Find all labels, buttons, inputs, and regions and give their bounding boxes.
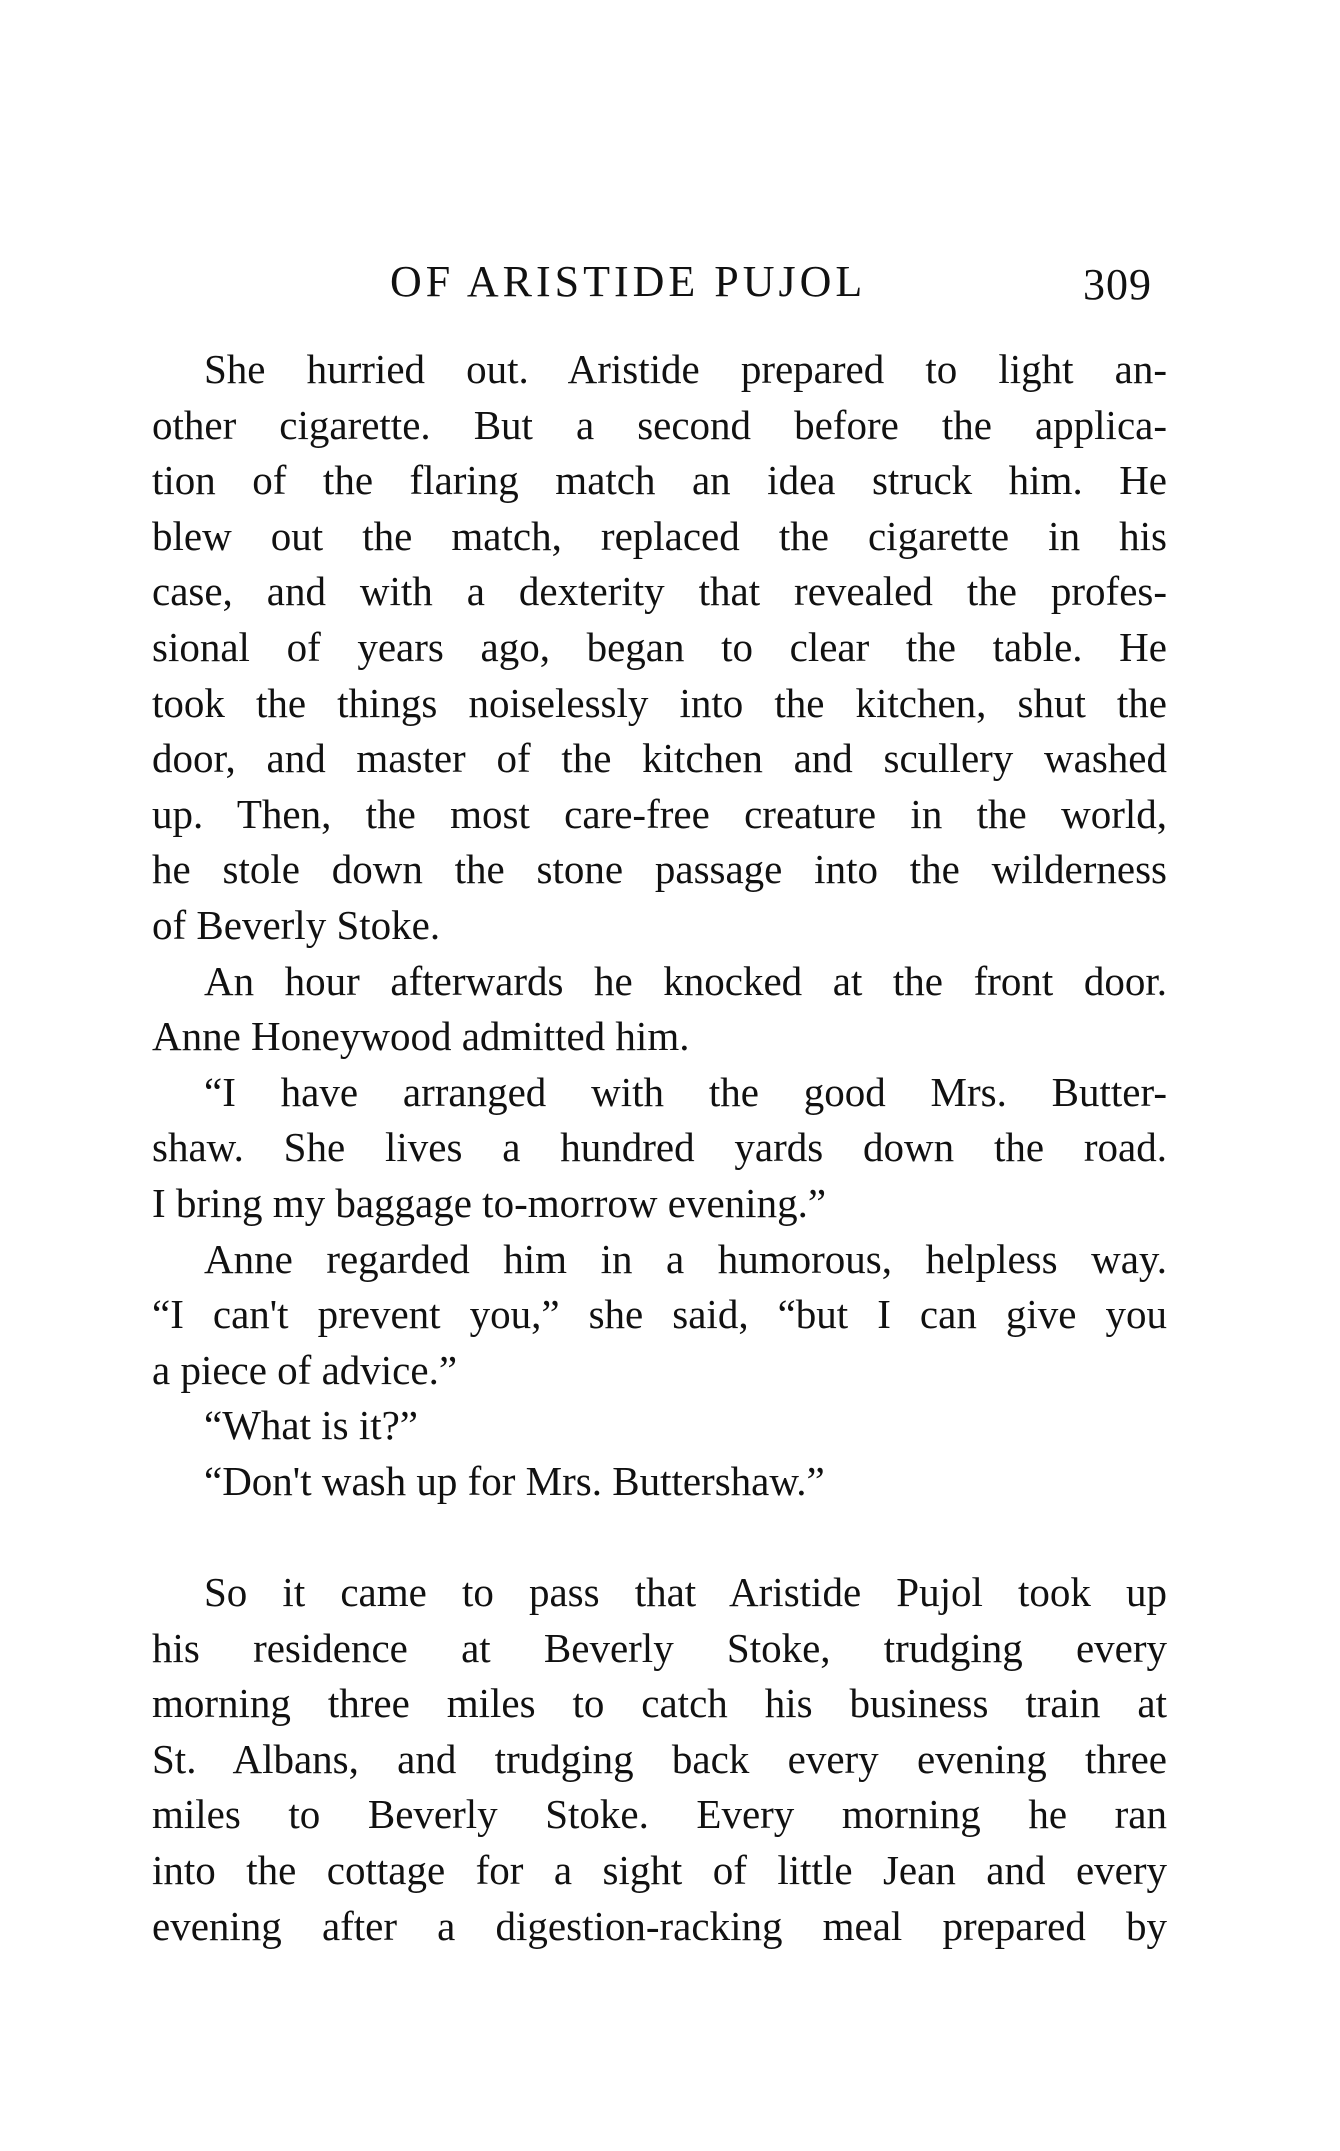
paragraph xyxy=(152,1232,1167,1399)
text-line: Anne Honeywood admitted him. xyxy=(152,1013,690,1060)
text-line: into the cottage for a sight of little Jean and every xyxy=(152,1847,1167,1894)
paragraph xyxy=(152,1398,1167,1454)
text-line: a piece of advice.” xyxy=(152,1346,458,1393)
text-line: evening after a digestion-racking meal prepared by xyxy=(152,1902,1167,1949)
text-line: “Don't wash up for Mrs. Buttershaw.” xyxy=(204,1457,825,1504)
text-line: up. Then, the most care-free creature in the world, xyxy=(152,790,1167,837)
paragraph xyxy=(152,1065,1167,1232)
paragraph xyxy=(152,1565,1167,1954)
text-line: So it came to pass that Aristide Pujol took up xyxy=(204,1569,1167,1616)
text-line: Anne regarded him in a humorous, helpless way. xyxy=(204,1235,1167,1282)
text-line: blew out the match, replaced the cigarette in his xyxy=(152,512,1167,559)
text-line: shaw. She lives a hundred yards down the road. xyxy=(152,1124,1167,1171)
paragraph xyxy=(152,954,1167,1065)
body-text xyxy=(152,342,1167,1954)
page-number: 309 xyxy=(1083,260,1152,309)
section-break xyxy=(152,1509,1167,1565)
text-line: She hurried out. Aristide prepared to light an- xyxy=(204,346,1167,392)
text-line: took the things noiselessly into the kitchen, shut the xyxy=(152,679,1167,726)
text-line: sional of years ago, began to clear the table. He xyxy=(152,623,1167,670)
text-line: I bring my baggage to-morrow evening.” xyxy=(152,1179,827,1226)
text-line: miles to Beverly Stoke. Every morning he ran xyxy=(152,1791,1167,1838)
paragraph xyxy=(152,342,1167,954)
text-line: St. Albans, and trudging back every evening three xyxy=(152,1735,1167,1782)
text-line: tion of the flaring match an idea struck him. He xyxy=(152,457,1167,504)
text-line: morning three miles to catch his business train at xyxy=(152,1680,1167,1727)
text-line: door, and master of the kitchen and scullery washed xyxy=(152,735,1167,782)
paragraph xyxy=(152,1454,1167,1510)
text-line: his residence at Beverly Stoke, trudging every xyxy=(152,1624,1167,1671)
running-head-title: OF ARISTIDE PUJOL xyxy=(390,257,867,306)
text-line: he stole down the stone passage into the wilderness xyxy=(152,846,1167,893)
text-line: “I have arranged with the good Mrs. Butter- xyxy=(204,1068,1167,1115)
text-line: case, and with a dexterity that revealed the profes- xyxy=(152,568,1167,615)
text-line: An hour afterwards he knocked at the front door. xyxy=(204,957,1167,1004)
text-line: other cigarette. But a second before the applica- xyxy=(152,401,1167,448)
text-line: of Beverly Stoke. xyxy=(152,901,441,948)
text-line: “What is it?” xyxy=(204,1402,419,1449)
text-line: “I can't prevent you,” she said, “but I can give you xyxy=(152,1291,1167,1338)
